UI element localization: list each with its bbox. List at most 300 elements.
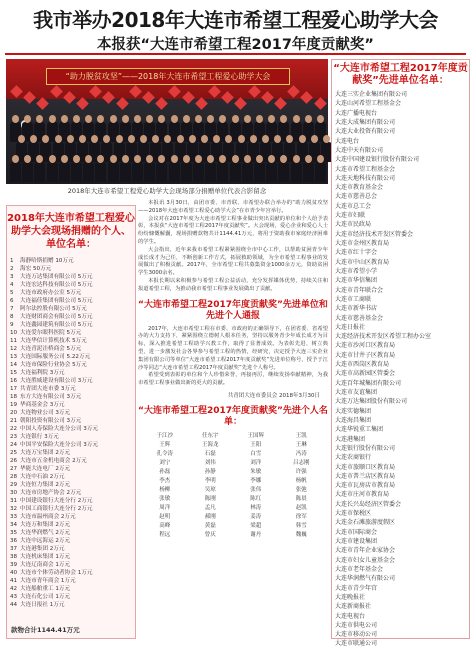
donor-text: 大连华信计算机技术 5万元	[20, 338, 87, 344]
person-figure	[177, 135, 184, 143]
advanced-unit-item: 大连市妇女儿童基金会	[335, 556, 396, 564]
person-figure	[73, 155, 80, 163]
award-individual-name: 谢丹	[250, 531, 262, 538]
article-body	[138, 200, 328, 637]
person-figure	[34, 162, 45, 182]
advanced-unit-item: 大连金石滩旅游度假区	[335, 519, 396, 527]
article-paragraph: 本报讯 3月30日，由团市委、市青联、市希望办联合举办的“助力脱贫攻坚——2018年大连市希望工程爱心助学大会”在市青少年宫举行。	[138, 200, 328, 214]
advanced-unit-item: 大连市甘井子区教育局	[335, 351, 396, 359]
donor-text: 大连市温州商会 2万元	[20, 514, 76, 520]
award-individual-name: 于江沙	[156, 432, 173, 439]
donor-number: 6	[10, 298, 14, 304]
photo-banner: “助力脱贫攻坚”——2018年大连市希望工程爱心助学大会	[46, 68, 290, 85]
person-figure	[232, 155, 239, 163]
donor-number: 38	[10, 554, 18, 560]
donor-number: 15	[10, 370, 18, 376]
donor-item	[10, 521, 132, 529]
donor-number: 29	[10, 482, 18, 488]
person-figure	[47, 162, 58, 182]
donor-number: 19	[10, 402, 18, 408]
person-figure	[303, 162, 314, 182]
award-individual-name: 郝刚	[204, 513, 216, 520]
award-individual-name: 王海龙	[201, 441, 219, 448]
advanced-unit-item: 大连市高新园区管委会	[335, 370, 396, 378]
person-figure	[183, 115, 190, 123]
donor-text: 大连石化公司 1万元	[20, 594, 71, 600]
advanced-unit-item: 大连市民政局	[335, 221, 372, 229]
person-figure	[59, 162, 70, 182]
headline: 我市举办2018年大连市希望工程爱心助学大会	[33, 8, 438, 32]
donor-item	[10, 473, 132, 481]
advanced-unit-item: 大连市教育基金会	[335, 184, 384, 192]
donor-text: 大连日报社 1万元	[20, 602, 65, 608]
award-individual-name: 曾庆	[204, 531, 216, 538]
person-figure	[132, 162, 143, 182]
advanced-unit-item: 大连农商银行	[335, 454, 372, 462]
donor-item	[10, 593, 132, 601]
donor-text: 朝阳投资有限公司 3万元	[20, 418, 82, 424]
donor-item	[10, 481, 132, 489]
donor-text: 大连市五金机电商会 2万元	[20, 458, 87, 464]
person-figure	[79, 135, 86, 143]
donor-item	[10, 505, 132, 513]
donor-item	[10, 497, 132, 505]
donor-number: 30	[10, 490, 18, 496]
award-individual-name: 韩雪	[295, 522, 307, 529]
advanced-unit-item: 大连华锐重工集团	[335, 426, 384, 434]
donor-item	[10, 289, 132, 297]
person-figure	[278, 162, 289, 182]
advanced-unit-item: 大连大成集团有限公司	[335, 118, 396, 126]
person-figure	[183, 155, 190, 163]
donation-total: 款物合计1144.41万元	[11, 626, 80, 634]
advanced-unit-item: 大连市瓦房店市教育局	[335, 482, 396, 490]
article-paragraph: 希望受到表彰的单位和个人珍惜荣誉，再接再厉，继续发扬奉献精神，为我市希望工程事业做出新的更大的贡献。	[138, 372, 328, 387]
donor-number: 14	[10, 362, 18, 368]
donor-item	[10, 425, 132, 433]
donors-list	[7, 257, 135, 609]
person-figure	[189, 135, 196, 143]
donor-number: 35	[10, 530, 18, 536]
donor-text: 大连市政府办公室 5万元	[20, 290, 82, 296]
person-figure	[122, 115, 129, 123]
donor-number: 21	[10, 418, 18, 424]
article-paragraph: 本报长期以来积极参与希望工程公益活动，充分发挥媒体优势，持续关注和报道希望工程，为推动我市希望工程事业发展做出了贡献。	[138, 277, 328, 292]
donor-item	[10, 305, 132, 313]
donor-number: 27	[10, 466, 18, 472]
advanced-unit-item: 大连市移动公司	[335, 631, 378, 639]
advanced-unit-item: 大连市青少年宫	[335, 584, 378, 592]
advanced-unit-item: 大连电视台	[335, 612, 366, 620]
person-figure	[323, 135, 330, 143]
award-individual-name: 赵明	[159, 513, 171, 520]
award-individual-name: 李娜	[250, 477, 262, 484]
advanced-unit-item: 大连百年城集团有限公司	[335, 379, 402, 387]
donor-number: 20	[10, 410, 18, 416]
donor-text: 海静哈斯捐赠 10万元	[20, 258, 74, 264]
advanced-unit-item: 大连经济技术开发区希望工程办公室	[335, 333, 432, 341]
donor-item	[10, 449, 132, 457]
person-figure	[256, 115, 263, 123]
donor-item	[10, 369, 132, 377]
person-figure	[140, 135, 147, 143]
donor-text: 大连机床集团 1万元	[20, 554, 71, 560]
advanced-unit-item: 大连海昌集团	[335, 416, 372, 424]
award-individual-name: 吕志刚	[292, 459, 310, 466]
donor-text: 大连市青年商会 1万元	[20, 578, 76, 584]
article-paragraph: 大会指出，近年来我市希望工程紧紧围绕全市中心工作，以帮助贫困青少年成长成才为己任，不断创新工作方式，拓展救助领域，为全市希望工程事业的发展做出了积极贡献。2017年，全市希望工程共募集资金1000余万元，资助贫困学生3000余名。	[138, 246, 328, 277]
award-individual-name: 王琳	[295, 441, 307, 448]
advanced-unit-item: 大连市中山区教育局	[335, 258, 390, 266]
advanced-unit-item: 大连市老年基金会	[335, 565, 384, 573]
donor-item	[10, 273, 132, 281]
advanced-unit-item: 大连市华信集团	[335, 277, 378, 285]
donor-item	[10, 561, 132, 569]
donor-text: 中国人寿保险大连分公司 3万元	[20, 426, 99, 432]
award-individuals-list	[138, 432, 328, 540]
advanced-unit-item: 大连市红十字会	[335, 249, 378, 257]
person-figure	[201, 135, 208, 143]
donor-text: 大连中石油 2万元	[20, 474, 65, 480]
advanced-unit-item: 大连市慈善总会	[335, 193, 378, 201]
donor-text: 大连国际服务公司 5.22万元	[20, 354, 91, 360]
award-individual-name: 杨柳	[159, 486, 171, 493]
donor-number: 13	[10, 354, 18, 360]
person-figure	[305, 115, 312, 123]
donor-number: 18	[10, 394, 18, 400]
advanced-unit-item: 大连电台	[335, 137, 360, 145]
donor-text: 东方大连有限公司 3万元	[20, 394, 82, 400]
person-figure	[317, 155, 324, 163]
donor-text: 大连福佳集团有限公司 5万元	[20, 298, 93, 304]
donor-item	[10, 385, 132, 393]
person-figure	[293, 155, 300, 163]
advanced-unit-item: 大连长兴岛经济区管委会	[335, 500, 402, 508]
donor-text: 大连福利院 3万元	[20, 370, 65, 376]
donor-number: 4	[10, 282, 14, 288]
advanced-unit-item: 大连市庄河市教育局	[335, 491, 390, 499]
donor-text: 大连市保险行业协会 5万元	[20, 362, 87, 368]
photo-caption: 2018年大连市希望工程爱心助学大会现场部分捐赠单位代表合影留念	[67, 187, 267, 195]
donor-text: 大连市房地产协会 2万元	[20, 490, 82, 496]
advanced-unit-item: 大连港集团	[335, 435, 366, 443]
donor-item	[10, 361, 132, 369]
person-figure	[49, 155, 56, 163]
person-figure	[18, 135, 25, 143]
person-figure	[311, 135, 318, 143]
donor-number: 3	[10, 274, 14, 280]
advanced-unit-item: 大连华润燃气有限公司	[335, 575, 396, 583]
award-individual-name: 孙静	[204, 468, 216, 475]
advanced-unit-item: 大连广播电视台	[335, 109, 378, 117]
donor-number: 2	[10, 266, 14, 272]
donor-text: 大连辽南商会 1万元	[20, 562, 71, 568]
donor-item	[10, 345, 132, 353]
donor-text: 中国建设银行大连分行 2万元	[20, 498, 93, 504]
person-figure	[61, 115, 68, 123]
donor-item	[10, 297, 132, 305]
donor-item	[10, 601, 132, 609]
donor-text: 大连宏达科技有限公司 5万元	[20, 282, 93, 288]
person-figure	[244, 155, 251, 163]
advanced-unit-item: 大连市保税区	[335, 510, 372, 518]
person-figure	[10, 162, 21, 182]
advanced-units-panel	[331, 59, 470, 648]
donor-text: 大连银行 3万元	[20, 434, 59, 440]
advanced-unit-item: 大连市总工会	[335, 202, 372, 210]
advanced-unit-item: 大连实德集团	[335, 407, 372, 415]
award-individual-name: 梁超	[250, 522, 262, 529]
advanced-unit-item: 大连晚报社	[335, 593, 366, 601]
person-figure	[256, 155, 263, 163]
advanced-units-list	[332, 90, 469, 649]
donor-text: 海宏 50万元	[20, 266, 52, 272]
advanced-unit-item: 大连山河希望工程基金会	[335, 100, 402, 108]
award-individual-name: 陈红	[250, 495, 262, 502]
advanced-unit-item: 大连市普兰店区教育局	[335, 472, 396, 480]
donors-title: 2018年大连市希望工程爱心助学大会现场捐赠的个人、单位名单：	[7, 213, 135, 250]
advanced-unit-item: 大连银行股份有限公司	[335, 444, 396, 452]
donor-number: 17	[10, 386, 18, 392]
donor-number: 43	[10, 594, 18, 600]
donor-item	[10, 489, 132, 497]
person-figure	[128, 135, 135, 143]
award-individual-name: 刘宁	[159, 459, 171, 466]
article-paragraph: 2017年，大连市希望工程在市委、市政府的正确领导下，在团省委、省希望办的大力支持下，紧紧围绕立德树人根本任务，坚持以服务青少年成长成才为目标，深入推进希望工程助学兴教工作，取得了显著成效。为表彰先进、树立典型，进一步激发社会各界参与希望工程的热情，经研究，决定授予大连三实企业集团有限公司等单位“大连市希望工程2017年度贡献奖”先进单位称号，授予于江沙等同志“大连市希望工程2017年度贡献奖”先进个人称号。	[138, 325, 328, 371]
donor-item	[10, 553, 132, 561]
person-figure	[144, 162, 155, 182]
person-figure	[315, 162, 326, 182]
person-figure	[171, 115, 178, 123]
donor-text: 大连中远海运 2万元	[20, 538, 71, 544]
advanced-unit-item: 大连市友谊集团	[335, 389, 378, 396]
person-figure	[305, 155, 312, 163]
donor-text: 大连万宝集团 2万元	[20, 450, 71, 456]
advanced-unit-item: 大连市旅顺口区教育局	[335, 463, 396, 471]
donor-text: 大连万和集团 2万元	[20, 522, 71, 528]
advanced-unit-item: 大连市沙河口区教育局	[335, 342, 396, 350]
donor-number: 41	[10, 578, 18, 584]
donor-item	[10, 337, 132, 345]
donor-number: 16	[10, 378, 18, 384]
award-individual-name: 林涛	[250, 504, 262, 511]
donor-number: 32	[10, 506, 18, 512]
donor-item	[10, 441, 132, 449]
advanced-unit-item: 大连市希望工程基金会	[335, 165, 396, 173]
advanced-unit-item: 大连日报社	[335, 323, 366, 331]
award-individual-name: 张弛	[295, 486, 307, 493]
donor-text: 大连物业公司 3万元	[20, 410, 71, 416]
advanced-unit-item: 大连市工商联	[335, 295, 372, 303]
person-figure	[266, 162, 277, 182]
person-figure	[205, 162, 216, 182]
person-figure	[156, 162, 167, 182]
advanced-unit-item: 大连市供电公司	[335, 621, 378, 629]
donor-number: 33	[10, 514, 18, 520]
person-figure	[262, 135, 269, 143]
advanced-unit-item: 大连市希望小学	[335, 267, 378, 275]
advanced-unit-item: 大连新商报社	[335, 603, 372, 611]
award-individual-name: 姜涛	[250, 513, 262, 520]
donor-number: 8	[10, 314, 14, 320]
award-individuals-title: “大连市希望工程2017年度贡献奖”先进个人名单：	[138, 405, 328, 427]
award-individual-name: 王国辉	[247, 432, 264, 439]
donor-text: 大连爱尔眼科医院 5万元	[20, 330, 82, 336]
award-individual-name: 刘伟	[204, 459, 216, 466]
advanced-unit-item: 大连市慈善基金会	[335, 314, 384, 322]
donor-number: 26	[10, 458, 18, 464]
person-figure	[250, 135, 257, 143]
award-individual-name: 白雪	[250, 450, 262, 457]
person-figure	[169, 162, 180, 182]
donor-item	[10, 433, 132, 441]
award-individual-name: 杨帆	[295, 477, 307, 484]
advanced-unit-item: 大连万达集团股份有限公司	[335, 398, 408, 406]
donor-number: 42	[10, 586, 18, 592]
donor-item	[10, 465, 132, 473]
donor-text: 中国平安保险大连分公司 3万元	[20, 442, 99, 448]
donor-text: 共青团大连市委 3万元	[20, 386, 76, 392]
award-notice-title: “大连市希望工程2017年度贡献奖”先进单位和先进个人通报	[138, 299, 328, 321]
donor-item	[10, 457, 132, 465]
award-individual-name: 王凯	[295, 432, 307, 439]
advanced-unit-item: 大连市妇联	[335, 212, 366, 220]
award-individual-name: 孙磊	[159, 468, 171, 475]
person-figure	[299, 135, 306, 143]
award-individual-name: 许强	[295, 468, 307, 475]
donor-text: 大连财团商会有限公司 5万元	[20, 314, 93, 320]
donor-number: 40	[10, 570, 18, 576]
donor-item	[10, 313, 132, 321]
donor-text: 华商基金会 3万元	[20, 402, 65, 408]
person-figure	[22, 162, 33, 182]
award-individual-name: 吴琼	[204, 486, 216, 493]
donor-number: 5	[10, 290, 14, 296]
person-figure	[195, 115, 202, 123]
person-figure	[134, 115, 141, 123]
donor-number: 34	[10, 522, 18, 528]
donor-number: 11	[10, 338, 18, 344]
award-individual-name: 刘洋	[250, 459, 262, 466]
donor-text: 大连青泥洼桥商会 5万元	[20, 346, 82, 352]
advanced-unit-item: 大连市青年联合会	[335, 286, 384, 294]
award-individual-name: 李杰	[159, 477, 171, 484]
award-individual-name: 黄磊	[204, 522, 216, 529]
person-figure	[110, 155, 117, 163]
donor-text: 大连万达集团有限公司 5万元	[20, 274, 93, 280]
advanced-unit-item: 大连市经济技术开发区管委会	[335, 230, 414, 238]
donor-number: 39	[10, 562, 18, 568]
award-individual-name: 高峰	[159, 522, 171, 529]
person-figure	[73, 115, 80, 123]
advanced-unit-item: 大连三实企业集团有限公司	[335, 91, 408, 98]
donor-text: 大连港集团 2万元	[20, 546, 65, 552]
donor-text: 中国工商银行大连分行 2万元	[20, 506, 93, 512]
award-individual-name: 李明	[204, 477, 216, 484]
donor-text: 大连胜威建设有限公司 3万元	[20, 378, 93, 384]
donor-number: 44	[10, 602, 18, 608]
person-figure	[55, 135, 62, 143]
award-individual-name: 王辉	[159, 441, 171, 448]
award-individual-name: 朱敏	[250, 468, 262, 475]
donor-item	[10, 265, 132, 273]
donor-number: 31	[10, 498, 18, 504]
advanced-unit-item: 大连市青年企业家协会	[335, 547, 396, 555]
donor-item	[10, 537, 132, 545]
donor-number: 10	[10, 330, 18, 336]
person-figure	[181, 162, 192, 182]
article-signature: 共青团大连市委员会 2018年3月30日	[227, 392, 320, 399]
article-paragraph: 会议对在2017年度为大连市希望工程事业做出突出贡献的单位和个人给予表彰，本报获“大连市希望工程2017年度贡献奖”。大会现场，爱心企业和爱心人士纷纷慷慨解囊，现场捐赠款物共计1144.41万元，将用于资助我市家庭经济困难的学生。	[138, 215, 328, 245]
person-figure	[293, 115, 300, 123]
person-figure	[122, 155, 129, 163]
advanced-unit-item: 大连市国际商会	[335, 528, 378, 536]
award-individual-name: 魏巍	[295, 531, 307, 538]
donor-number: 25	[10, 450, 18, 456]
award-individual-name: 徐军	[295, 513, 307, 520]
donor-text: 大连市个体劳动者协会 1万元	[20, 570, 93, 576]
donor-item	[10, 529, 132, 537]
donor-number: 9	[10, 322, 14, 328]
donor-item	[10, 353, 132, 361]
award-individual-name: 王阳	[250, 441, 262, 448]
donor-item	[10, 401, 132, 409]
award-individual-name: 陈晨	[295, 495, 307, 502]
person-figure	[193, 162, 204, 182]
award-individual-name: 冯涛	[295, 450, 307, 457]
award-individual-name: 孔令涛	[156, 450, 173, 457]
donor-text: 大连鑫园建筑有限公司 5万元	[20, 322, 93, 328]
donor-number: 23	[10, 434, 18, 440]
person-figure	[67, 135, 74, 143]
event-photo	[6, 59, 328, 184]
advanced-unit-item: 大连大业投资有限公司	[335, 128, 396, 136]
award-individual-name: 程远	[159, 531, 171, 538]
donor-item	[10, 377, 132, 385]
advanced-unit-item: 大连中国建设银行股份有限公司	[335, 156, 420, 164]
donor-number: 36	[10, 538, 18, 544]
donor-item	[10, 577, 132, 585]
person-figure	[61, 155, 68, 163]
advanced-unit-item: 大连市建设集团	[335, 538, 378, 545]
person-figure	[12, 115, 19, 123]
donor-number: 28	[10, 474, 18, 480]
donor-number: 12	[10, 346, 18, 352]
advanced-unit-item: 大连天地科技有限公司	[335, 174, 396, 182]
donor-number: 22	[10, 426, 18, 432]
award-individual-name: 孟凡	[204, 504, 216, 511]
advanced-unit-item: 大连市新华书店	[335, 305, 378, 313]
donor-text: 大连恒力集团 2万元	[20, 482, 71, 488]
person-figure	[232, 115, 239, 123]
person-figure	[108, 162, 119, 182]
donor-number: 24	[10, 442, 18, 448]
person-figure	[254, 162, 265, 182]
person-figure	[83, 162, 94, 182]
donor-text: 大连船舶重工 1万元	[20, 586, 71, 592]
person-figure	[230, 162, 241, 182]
donor-item	[10, 281, 132, 289]
donor-text: 阿尔法控股有限公司 5万元	[20, 306, 87, 312]
donor-item	[10, 513, 132, 521]
donor-text: 华能大连电厂 2万元	[20, 466, 71, 472]
person-figure	[71, 162, 82, 182]
award-individual-name: 陈刚	[204, 495, 216, 502]
award-individual-name: 赵凯	[295, 504, 307, 511]
person-figure	[244, 115, 251, 123]
person-figure	[291, 162, 302, 182]
person-figure	[242, 162, 253, 182]
